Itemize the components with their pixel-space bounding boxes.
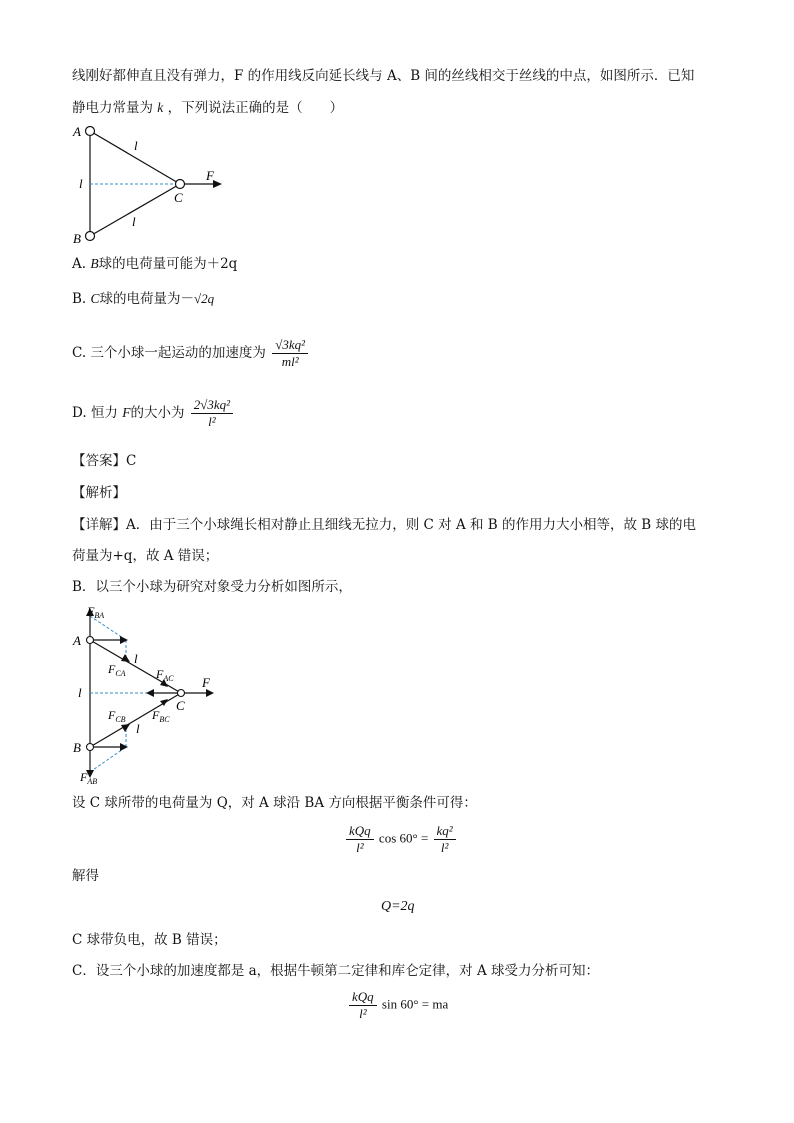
option-a (72, 254, 237, 274)
fig2-label-FBA: $F_{BA}$ (87, 604, 105, 620)
fig1-label-l-mid: l (79, 176, 83, 191)
fig1-label-l-bottom: l (132, 214, 136, 229)
fig2-label-C: C (176, 698, 185, 713)
answer-label: 【答案】 (72, 453, 126, 469)
question-line-1: 线刚好都伸直且没有弹力，F 的作用线反向延长线与 A、B 间的丝线相交于丝线的中点，如图所示．已知 (72, 68, 695, 84)
fig2-label-FAC: $F_{AC}$ (156, 667, 174, 683)
question-line-2 (72, 98, 343, 118)
equation-1 (344, 823, 458, 856)
option-d-fraction (191, 397, 233, 430)
fig2-label-l-top: l (134, 651, 138, 666)
option-d-text1: 恒力 (90, 405, 118, 421)
option-c-denominator: ml² (281, 354, 299, 369)
option-d (72, 397, 235, 430)
fig2-label-F: F (202, 675, 210, 690)
option-a-prefix: A. (72, 256, 87, 272)
fig2-label-l-bottom: l (136, 721, 140, 736)
option-c-prefix: C. (72, 345, 87, 361)
option-b-prefix: B. (72, 291, 87, 307)
detail-line-1: 【详解】A．由于三个小球绳长相对静止且细线无拉力，则 C 对 A 和 B 的作用力大小相等，故 B 球的电 (72, 517, 696, 533)
conclusion-b: C 球带负电，故 B 错误； (72, 932, 227, 948)
option-a-text: 球的电荷量可能为＋2q (98, 256, 238, 272)
c-setup: C．设三个小球的加速度都是 a，根据牛顿第二定律和库仑定律，对 A 球受力分析可知： (72, 963, 599, 979)
option-d-denominator: l² (208, 414, 216, 429)
option-d-prefix: D. (72, 405, 87, 421)
solution-setup: 设 C 球所带的电荷量为 Q，对 A 球沿 BA 方向根据平衡条件可得： (72, 795, 477, 811)
option-b-text: 球的电荷量为－ (99, 291, 195, 307)
equation-3 (347, 989, 448, 1022)
fig1-label-C: C (174, 190, 183, 205)
eq3-den: l² (359, 1006, 367, 1021)
fig2-label-FAB: $F_{AB}$ (80, 770, 98, 786)
eq3-fraction (349, 989, 377, 1022)
option-d-text2: 的大小为 (130, 405, 185, 421)
answer-value: C (126, 453, 137, 469)
answer-line (72, 451, 136, 471)
detail-line-2: 荷量为+q，故 A 错误； (72, 548, 219, 564)
option-b-value: √2q (194, 291, 215, 306)
fig1-label-l-top: l (134, 138, 138, 153)
fig1-label-A: A (73, 124, 81, 139)
option-b-ball: C (90, 291, 100, 306)
option-b (72, 289, 214, 309)
option-c-text: 三个小球一起运动的加速度为 (90, 345, 266, 361)
option-d-F: F (122, 405, 131, 420)
eq3-num: kQq (349, 989, 377, 1006)
eq1-left-den: l² (356, 840, 364, 855)
fig2-label-l-mid: l (78, 685, 82, 700)
eq1-right-num: kq² (434, 823, 456, 840)
analysis-label: 【解析】 (72, 485, 126, 501)
fig2-label-B: B (73, 740, 81, 755)
equation-2: Q=2q (381, 899, 415, 914)
detail-line-3: B．以三个小球为研究对象受力分析如图所示， (72, 579, 352, 595)
eq1-left-fraction (346, 823, 374, 856)
option-d-numerator: 2√3kq² (191, 397, 233, 414)
fig1-label-B: B (73, 231, 81, 246)
fig2-label-FCA: $F_{CA}$ (108, 662, 126, 678)
eq1-right-den: l² (440, 840, 449, 855)
fig2-label-FBC: $F_{BC}$ (152, 708, 170, 724)
constant-k: k (157, 100, 164, 115)
eq1-right-fraction (434, 823, 456, 856)
eq1-mid: cos 60° = (378, 830, 429, 846)
eq3-rest: sin 60° = ma (381, 996, 449, 1012)
option-c-numerator: √3kq² (272, 337, 308, 354)
eq1-left-num: kQq (346, 823, 374, 840)
option-c-fraction (272, 337, 308, 370)
fig2-label-FCB: $F_{CB}$ (108, 708, 126, 724)
option-a-ball: B (90, 256, 99, 271)
solve-label: 解得 (72, 868, 99, 884)
question-line-2-post: ，下列说法正确的是（ ） (167, 100, 344, 116)
figure-triangle (70, 120, 230, 250)
option-c (72, 337, 310, 370)
fig1-label-F: F (206, 168, 214, 183)
fig2-label-A: A (73, 633, 81, 648)
question-line-2-pre: 静电力常量为 (72, 100, 153, 116)
figure-force-analysis (70, 602, 230, 787)
